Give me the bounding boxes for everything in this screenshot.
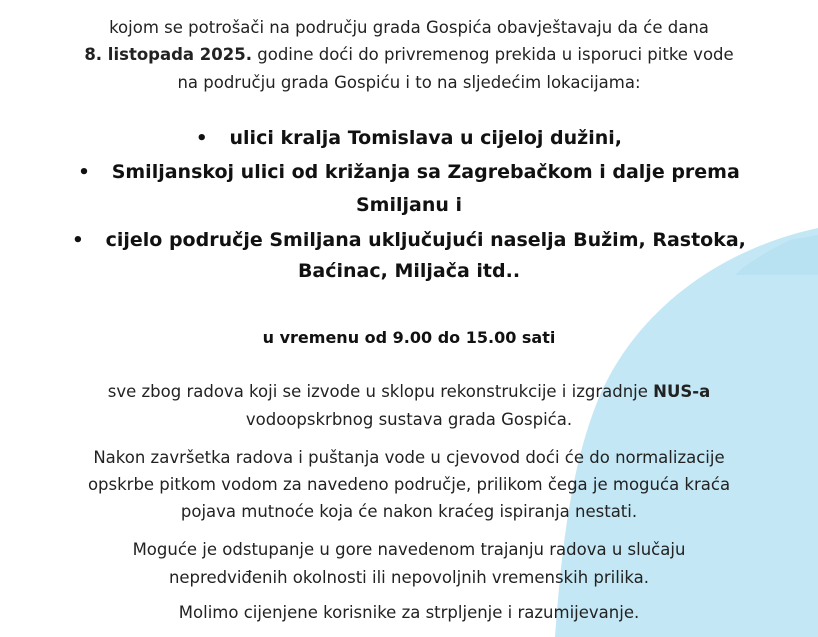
intro-line-3 [0,73,818,93]
bullet-icon: • [72,230,84,251]
intro-line-1-text: kojom se potrošači na području grada Gospića obavještavaju da će dana [109,18,709,37]
location-item-3-continuation [0,259,818,283]
bullet-icon: • [78,162,90,183]
time-window [0,328,818,348]
location-item-2 [0,160,818,185]
closing-line [0,603,818,623]
outage-date: 8. listopada 2025. [84,45,252,64]
location-item-2-text-cont: Smiljanu i [355,194,463,216]
intro-line-3-text: na području grada Gospiću i to na sljedećim lokacijama: [177,73,641,92]
location-item-2-text: Smiljanskoj ulici od križanja sa Zagrebačkom i dalje prema [111,161,740,183]
intro-line-1 [0,18,818,38]
location-item-2-continuation [0,193,818,217]
reason-line-2-text: vodoopskrbnog sustava grada Gospića. [245,410,573,429]
deviation-line-2-text: nepredviđenih okolnosti ili nepovoljnih vremenskih prilika. [168,568,650,587]
reason-line-1-text: sve zbog radova koji se izvode u sklopu rekonstrukcije i izgradnje [107,382,654,401]
location-item-1 [0,126,818,151]
bullet-icon: • [196,128,208,149]
deviation-line-2 [0,568,818,588]
intro-line-2-text: godine doći do privremenog prekida u isporuci pitke vode [252,45,734,64]
normalization-line-2-text: opskrbe pitkom vodom za navedeno područje, prilikom čega je moguća kraća [87,475,731,494]
reason-nus-bold: NUS-a [653,382,711,401]
reason-line-1 [0,382,818,402]
deviation-line-1 [0,540,818,560]
location-item-3-text-cont: Baćinac, Miljača itd.. [297,260,521,282]
reason-line-2 [0,410,818,430]
location-item-3-text: cijelo područje Smiljana uključujući naselja Bužim, Rastoka, [105,229,746,251]
normalization-line-3 [0,502,818,522]
normalization-line-1-text: Nakon završetka radova i puštanja vode u cjevovod doći će do normalizacije [93,448,725,467]
normalization-line-2 [0,475,818,495]
deviation-line-1-text: Moguće je odstupanje u gore navedenom trajanju radova u slučaju [132,540,686,559]
time-window-text: u vremenu od 9.00 do 15.00 sati [262,328,556,347]
location-item-3 [0,228,818,253]
location-item-1-text: ulici kralja Tomislava u cijeloj dužini, [229,127,622,149]
normalization-line-3-text: pojava mutnoće koja će nakon kraćeg ispiranja nestati. [180,502,638,521]
normalization-line-1 [0,448,818,468]
intro-line-2 [0,45,818,65]
closing-line-text: Molimo cijenjene korisnike za strpljenje i razumijevanje. [178,603,640,622]
